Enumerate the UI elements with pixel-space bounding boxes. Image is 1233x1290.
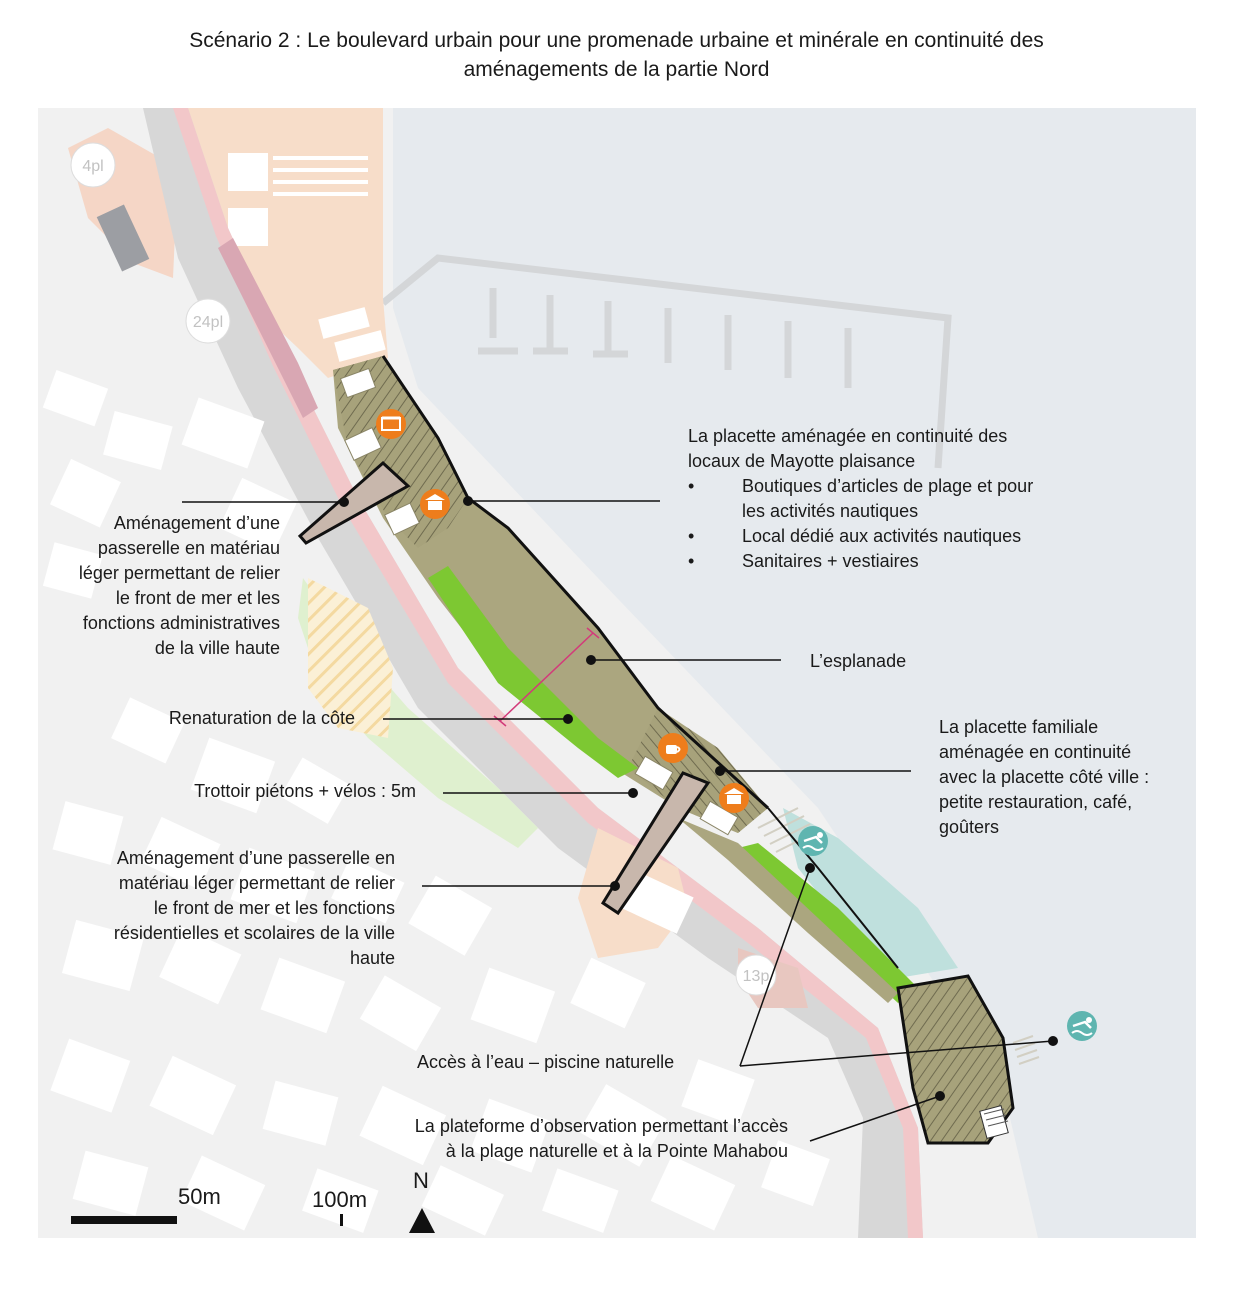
bullet-dot: • [688, 551, 695, 571]
north-label: N [413, 1168, 429, 1193]
label-line: La placette familiale [939, 717, 1099, 737]
label-line: Trottoir piétons + vélos : 5m [194, 781, 416, 801]
label-line: résidentielles et scolaires de la ville [113, 923, 395, 943]
label-line: léger permettant de relier [78, 563, 280, 583]
label-line: avec la placette côté ville : [939, 767, 1150, 787]
label-line: le front de mer et les [115, 588, 280, 608]
label-line: aménagée en continuité [939, 742, 1132, 762]
label-line: de la ville haute [154, 638, 280, 658]
bullet-dot: • [688, 526, 695, 546]
label-trottoir [116, 779, 416, 804]
label-placette-nord-line2: locaux de Mayotte plaisance [688, 451, 916, 471]
swimmer-icon-beach [1067, 1011, 1097, 1041]
label-line: haute [349, 948, 395, 968]
parking-13p-label: 13p [742, 968, 770, 985]
label-placette-nord [688, 424, 1007, 474]
label-line: le front de mer et les fonctions [153, 898, 395, 918]
scale-bar [71, 1216, 177, 1224]
bullet-text: Local dédié aux activités nautiques [742, 526, 1022, 546]
label-line: L’esplanade [810, 651, 907, 671]
label-line: petite restauration, café, [939, 792, 1133, 812]
label-plateforme [328, 1114, 788, 1164]
title-line-2: aménagements de la partie Nord [463, 58, 770, 81]
label-line: matériau léger permettant de relier [118, 873, 395, 893]
market-stall-icon [420, 489, 450, 519]
label-placette-familiale [939, 715, 1149, 840]
label-line: Aménagement d’une [113, 513, 280, 533]
label-line: goûters [939, 817, 1000, 837]
label-line: à la plage naturelle et à la Pointe Mahabou [445, 1141, 788, 1161]
scale-label-50m: 50m [178, 1184, 221, 1209]
scale-label-100m: 100m [312, 1187, 368, 1212]
shop-icon [376, 409, 406, 439]
port-building-1 [228, 153, 268, 191]
parking-24pl-label: 24pl [192, 314, 224, 331]
parking-13p [736, 955, 776, 995]
label-esplanade [810, 649, 906, 674]
title-line-1: Scénario 2 : Le boulevard urbain pour une promenade urbaine et minérale en continuité des [189, 29, 1044, 52]
bullet-dot: • [688, 476, 695, 496]
label-line: La plateforme d’observation permettant l’accès [414, 1116, 788, 1136]
swimmer-icon [798, 826, 828, 856]
label-acces-eau [417, 1050, 674, 1075]
label-line: Renaturation de la côte [168, 708, 355, 728]
scale-bar-tick [340, 1214, 343, 1226]
market-stall-icon-south [719, 783, 749, 813]
map-title [0, 26, 1233, 84]
label-passerelle-nord [20, 511, 280, 661]
parking-4pl [71, 143, 115, 187]
label-line: fonctions administratives [82, 613, 280, 633]
label-line: passerelle en matériau [97, 538, 280, 558]
coffee-cup-icon [658, 733, 688, 763]
label-passerelle-sud [55, 846, 395, 971]
parking-4pl-label: 4pl [82, 158, 104, 175]
parking-24pl [186, 299, 230, 343]
label-line: Aménagement d’une passerelle en [116, 848, 395, 868]
bullet-text: Sanitaires + vestiaires [742, 551, 919, 571]
label-renaturation [95, 706, 355, 731]
label-placette-nord-line1: La placette aménagée en continuité des [688, 426, 1008, 446]
bullet-text: les activités nautiques [742, 501, 919, 521]
bullet-text: Boutiques d’articles de plage et pour [742, 476, 1034, 496]
label-line: Accès à l’eau – piscine naturelle [417, 1052, 675, 1072]
